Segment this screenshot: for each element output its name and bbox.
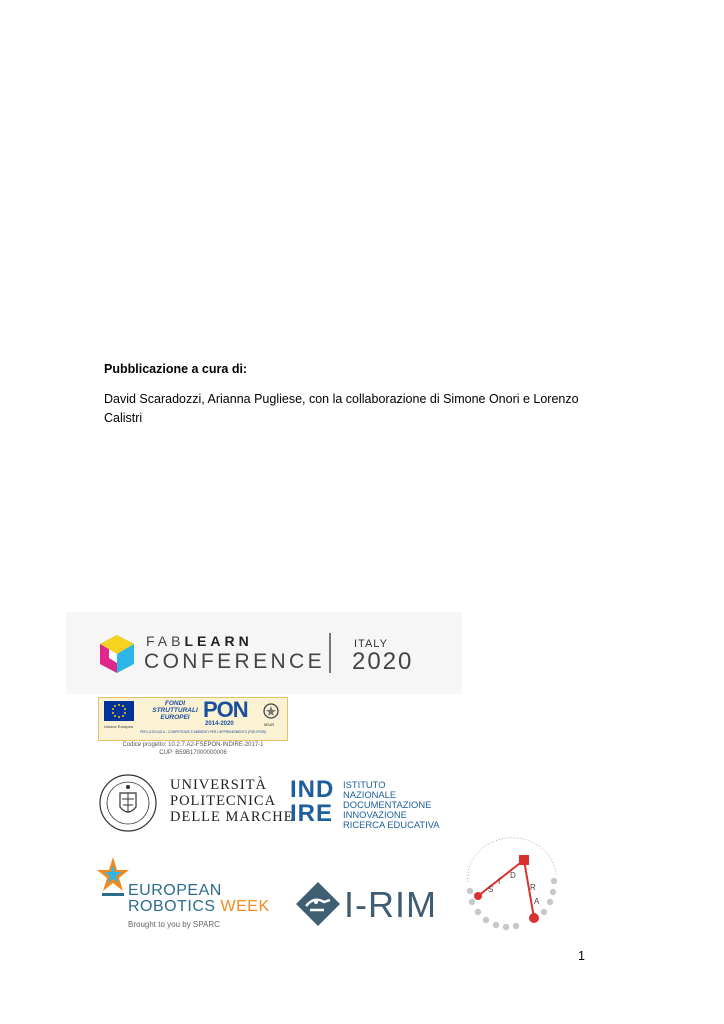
pon-project-code: Codice progetto: 10.2.7.A2-FSEPON-INDIRE-2017-1 CUP: B59B17000000006 xyxy=(122,742,264,756)
sidra-letter-d: D xyxy=(510,871,516,880)
sidra-letter-i: I xyxy=(498,877,501,886)
univpm-name: UNIVERSITÀ POLITECNICA DELLE MARCHE xyxy=(170,777,294,825)
fablearn-conference: CONFERENCE xyxy=(144,650,326,673)
fablearn-title: FABLEARN xyxy=(146,633,253,649)
miur-caption: MIUR xyxy=(264,722,275,727)
irim-logo-text: I-RIM xyxy=(344,884,437,925)
italian-republic-emblem-icon xyxy=(262,702,280,722)
indire-subtitle: ISTITUTO NAZIONALE DOCUMENTAZIONE INNOVAZIONE RICERCA EDUCATIVA xyxy=(343,779,440,830)
publication-heading: Pubblicazione a cura di: xyxy=(104,362,248,376)
eu-caption: Unione Europea xyxy=(104,724,133,729)
sidra-letter-s: S xyxy=(488,885,494,894)
eu-flag-icon xyxy=(104,701,134,725)
erw-star-icon xyxy=(96,855,130,901)
sidra-letter-r: R xyxy=(530,883,536,892)
pon-tagline: PER LA SCUOLA - COMPETENZE E AMBIENTI PER L'APPRENDIMENTO (FSE-FESR) xyxy=(140,730,266,734)
sidra-letter-a: A xyxy=(534,897,540,906)
fablearn-country: ITALY xyxy=(354,638,388,650)
pon-logo-text: PON xyxy=(203,697,248,722)
erw-tagline: Brought to you by SPARC xyxy=(128,920,220,929)
fablearn-hexagon-icon xyxy=(98,634,136,674)
erw-title: EUROPEAN ROBOTICS WEEK xyxy=(128,882,270,915)
sidra-logo-icon xyxy=(460,838,566,930)
univpm-seal-icon xyxy=(98,773,158,833)
indire-logo-text: IND IRE xyxy=(290,776,335,827)
page-number: 1 xyxy=(578,949,585,963)
pon-years: 2014-2020 xyxy=(205,721,234,727)
fablearn-divider xyxy=(329,633,331,673)
editors-text: David Scaradozzi, Arianna Pugliese, con la collaborazione di Simone Onori e Lorenzo Calistri xyxy=(104,392,579,425)
pon-fondi-label: FONDI STRUTTURALI EUROPEI xyxy=(152,700,198,721)
irim-diamond-icon xyxy=(294,880,342,928)
fablearn-year: 2020 xyxy=(352,648,414,675)
